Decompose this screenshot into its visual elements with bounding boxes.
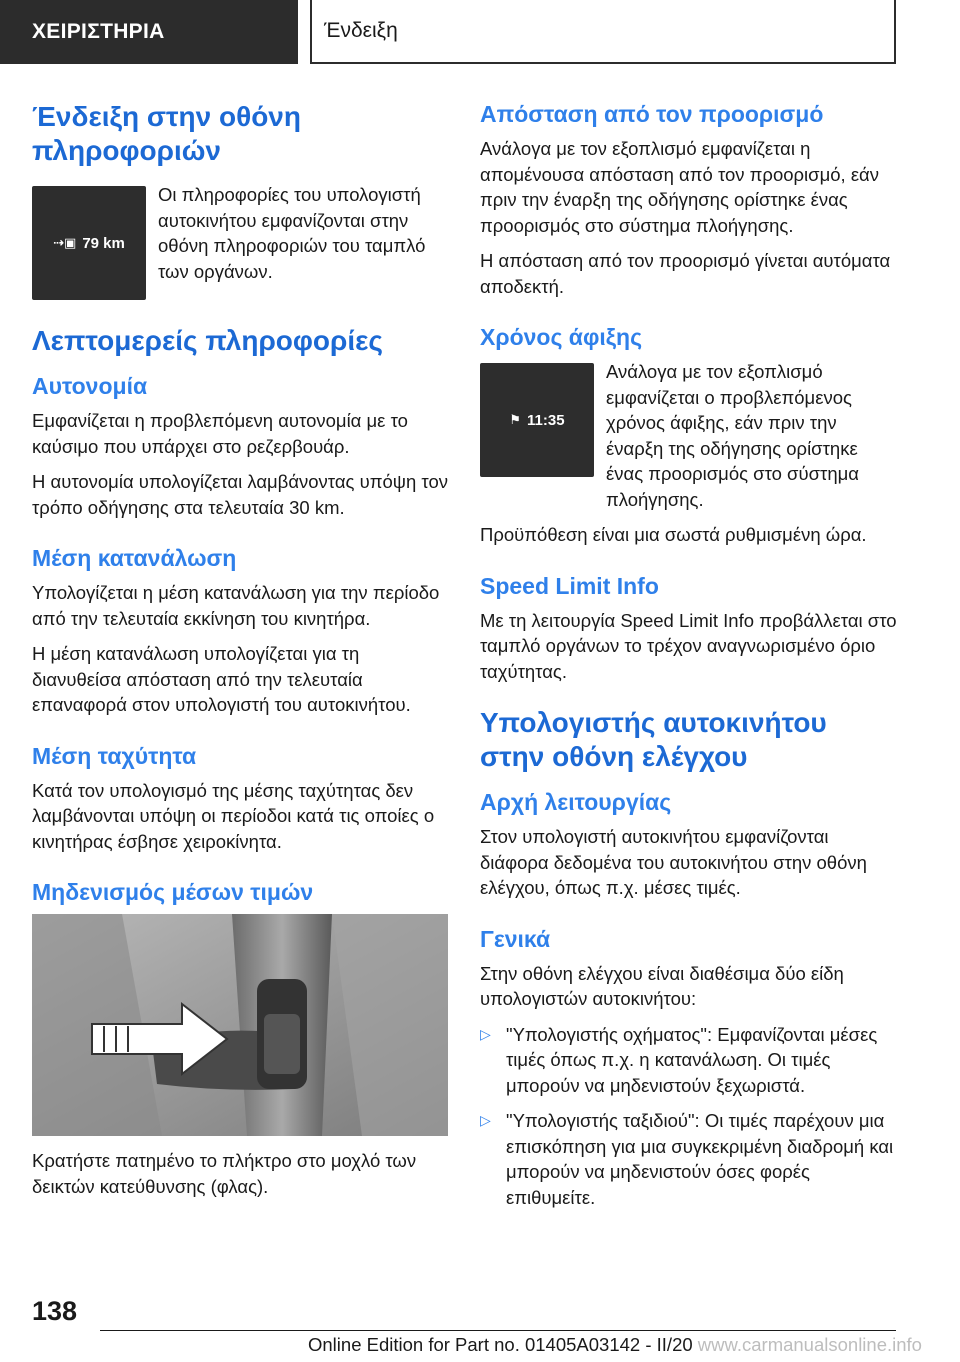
arrival-paragraph-2: Προϋπόθεση είναι μια σωστά ρυθμισμένη ώρα. — [480, 524, 867, 545]
turn-signal-lever-photo — [32, 914, 448, 1136]
details-title: Λεπτομερείς πληροφορίες — [32, 325, 383, 356]
flag-icon: ⚑ — [509, 412, 522, 427]
left-column — [32, 100, 450, 1209]
general-title: Γενικά — [480, 925, 551, 952]
info-display-figure-row — [32, 182, 450, 300]
principle-title: Αρχή λειτουργίας — [480, 789, 672, 815]
arrival-display-image — [480, 363, 594, 477]
info-display-intro: Οι πληροφορίες του υπολογιστή αυτοκινήτου εμφανίζονται στην οθόνη πληροφοριών του ταμπλό των οργάνων. — [158, 184, 426, 282]
avg-speed-title: Μέση ταχύτητα — [32, 742, 197, 769]
info-display-title: Ένδειξη στην οθόνη πληροφοριών — [32, 101, 301, 166]
consumption-paragraph-1: Υπολογίζεται η μέση κατανάλωση για την περίοδο από την τελευταία εκκίνηση του κινητήρα. — [32, 582, 440, 629]
watermark-text: www.carmanualsonline.info — [697, 1334, 922, 1355]
distance-paragraph-2: Η απόσταση από τον προορισμό γίνεται αυτόματα αποδεκτή. — [480, 250, 891, 297]
chapter-label: Ένδειξη — [324, 19, 398, 42]
avg-speed-paragraph: Κατά τον υπολογισμό της μέσης ταχύτητας δεν λαμβάνονται υπόψη οι περίοδοι κατά τις οποίες ο κινητήρας έσβησε χειροκίνητα. — [32, 779, 435, 852]
bullet-triangle-icon: ▷ — [480, 1025, 491, 1042]
footer-edition — [308, 1334, 922, 1356]
chapter-tab — [310, 0, 896, 64]
distance-title: Απόσταση από τον προορισμό — [480, 101, 824, 127]
reset-paragraph: Κρατήστε πατημένο το πλήκτρο στο μοχλό των δεικτών κατεύθυνσης (φλας). — [32, 1150, 417, 1197]
lever-illustration — [32, 914, 448, 1136]
arrival-display-value: 11:35 — [527, 411, 565, 429]
distance-paragraph-1: Ανάλογα με τον εξοπλισμό εμφανίζεται η απομένουσα απόσταση από τον προορισμό, εάν πριν την έναρξη της οδήγησης ορίστηκε ένας προορισμός στο σύστημα πλοήγησης. — [480, 138, 880, 236]
list-item-text: "Υπολογιστής οχήματος": Εμφανίζονται μέσες τιμές όπως π.χ. η κατανάλωση. Οι τιμές μπορούν να μηδενιστούν ξεχωριστά. — [506, 1023, 878, 1096]
right-column — [480, 100, 898, 1220]
range-display-value: 79 km — [82, 234, 125, 252]
consumption-title: Μέση κατανάλωση — [32, 545, 237, 571]
arrival-paragraph-1: Ανάλογα με τον εξοπλισμό εμφανίζεται ο προβλεπόμενος χρόνος άφιξης, εάν πριν την έναρξη της οδήγησης ορίστηκε ένας προορισμός στο σύστημα πλοήγησης. — [606, 361, 859, 510]
bullet-triangle-icon: ▷ — [480, 1112, 491, 1128]
autonomy-title: Αυτονομία — [32, 373, 148, 399]
section-tab — [0, 0, 298, 64]
speed-limit-info-paragraph: Με τη λειτουργία Speed Limit Info προβάλλεται στο ταμπλό οργάνων το τρέχον αναγνωρισμένο όριο ταχύτητας. — [480, 609, 897, 682]
consumption-paragraph-2: Η μέση κατανάλωση υπολογίζεται για τη διανυθείσα απόσταση από την τελευταία επαναφορά στον υπολογιστή του αυτοκινήτου. — [32, 643, 411, 715]
section-label: ΧΕΙΡΙΣΤΗΡΙΑ — [32, 20, 165, 43]
reset-title: Μηδενισμός μέσων τιμών — [32, 879, 314, 905]
principle-paragraph: Στον υπολογιστή αυτοκινήτου εμφανίζονται διάφορα δεδομένα του αυτοκινήτου στην οθόνη ελέγχου, όπως π.χ. μέσες τιμές. — [480, 826, 867, 898]
arrival-figure-row — [480, 359, 898, 512]
fuel-pump-icon: ⇢▣ — [53, 235, 77, 250]
autonomy-paragraph-1: Εμφανίζεται η προβλεπόμενη αυτονομία με το καύσιμο που υπάρχει στο ρεζερβουάρ. — [32, 410, 408, 457]
speed-limit-info-title: Speed Limit Info — [480, 572, 659, 599]
arrival-title: Χρόνος άφιξης — [480, 324, 643, 350]
edition-text: Online Edition for Part no. 01405A03142 - II/20 — [308, 1334, 693, 1355]
general-paragraph: Στην οθόνη ελέγχου είναι διαθέσιμα δύο είδη υπολογιστών αυτοκινήτου: — [480, 962, 844, 1009]
page-number: 138 — [32, 1296, 78, 1326]
list-item-text: "Υπολογιστής ταξιδιού": Οι τιμές παρέχουν μια επισκόπηση για μια συγκεκριμένη διαδρομή και μπορούν να μηδενιστούν όσες φορές επιθυμείτε. — [506, 1110, 894, 1208]
list-item — [480, 1022, 898, 1099]
computer-title: Υπολογιστής αυτοκινήτου στην οθόνη ελέγχου — [480, 707, 827, 772]
range-display-image — [32, 186, 146, 300]
computer-types-list — [480, 1022, 898, 1211]
autonomy-paragraph-2: Η αυτονομία υπολογίζεται λαμβάνοντας υπόψη τον τρόπο οδήγησης στα τελευταία 30 km. — [32, 471, 448, 518]
list-item — [480, 1108, 898, 1210]
footer-rule — [100, 1330, 896, 1331]
